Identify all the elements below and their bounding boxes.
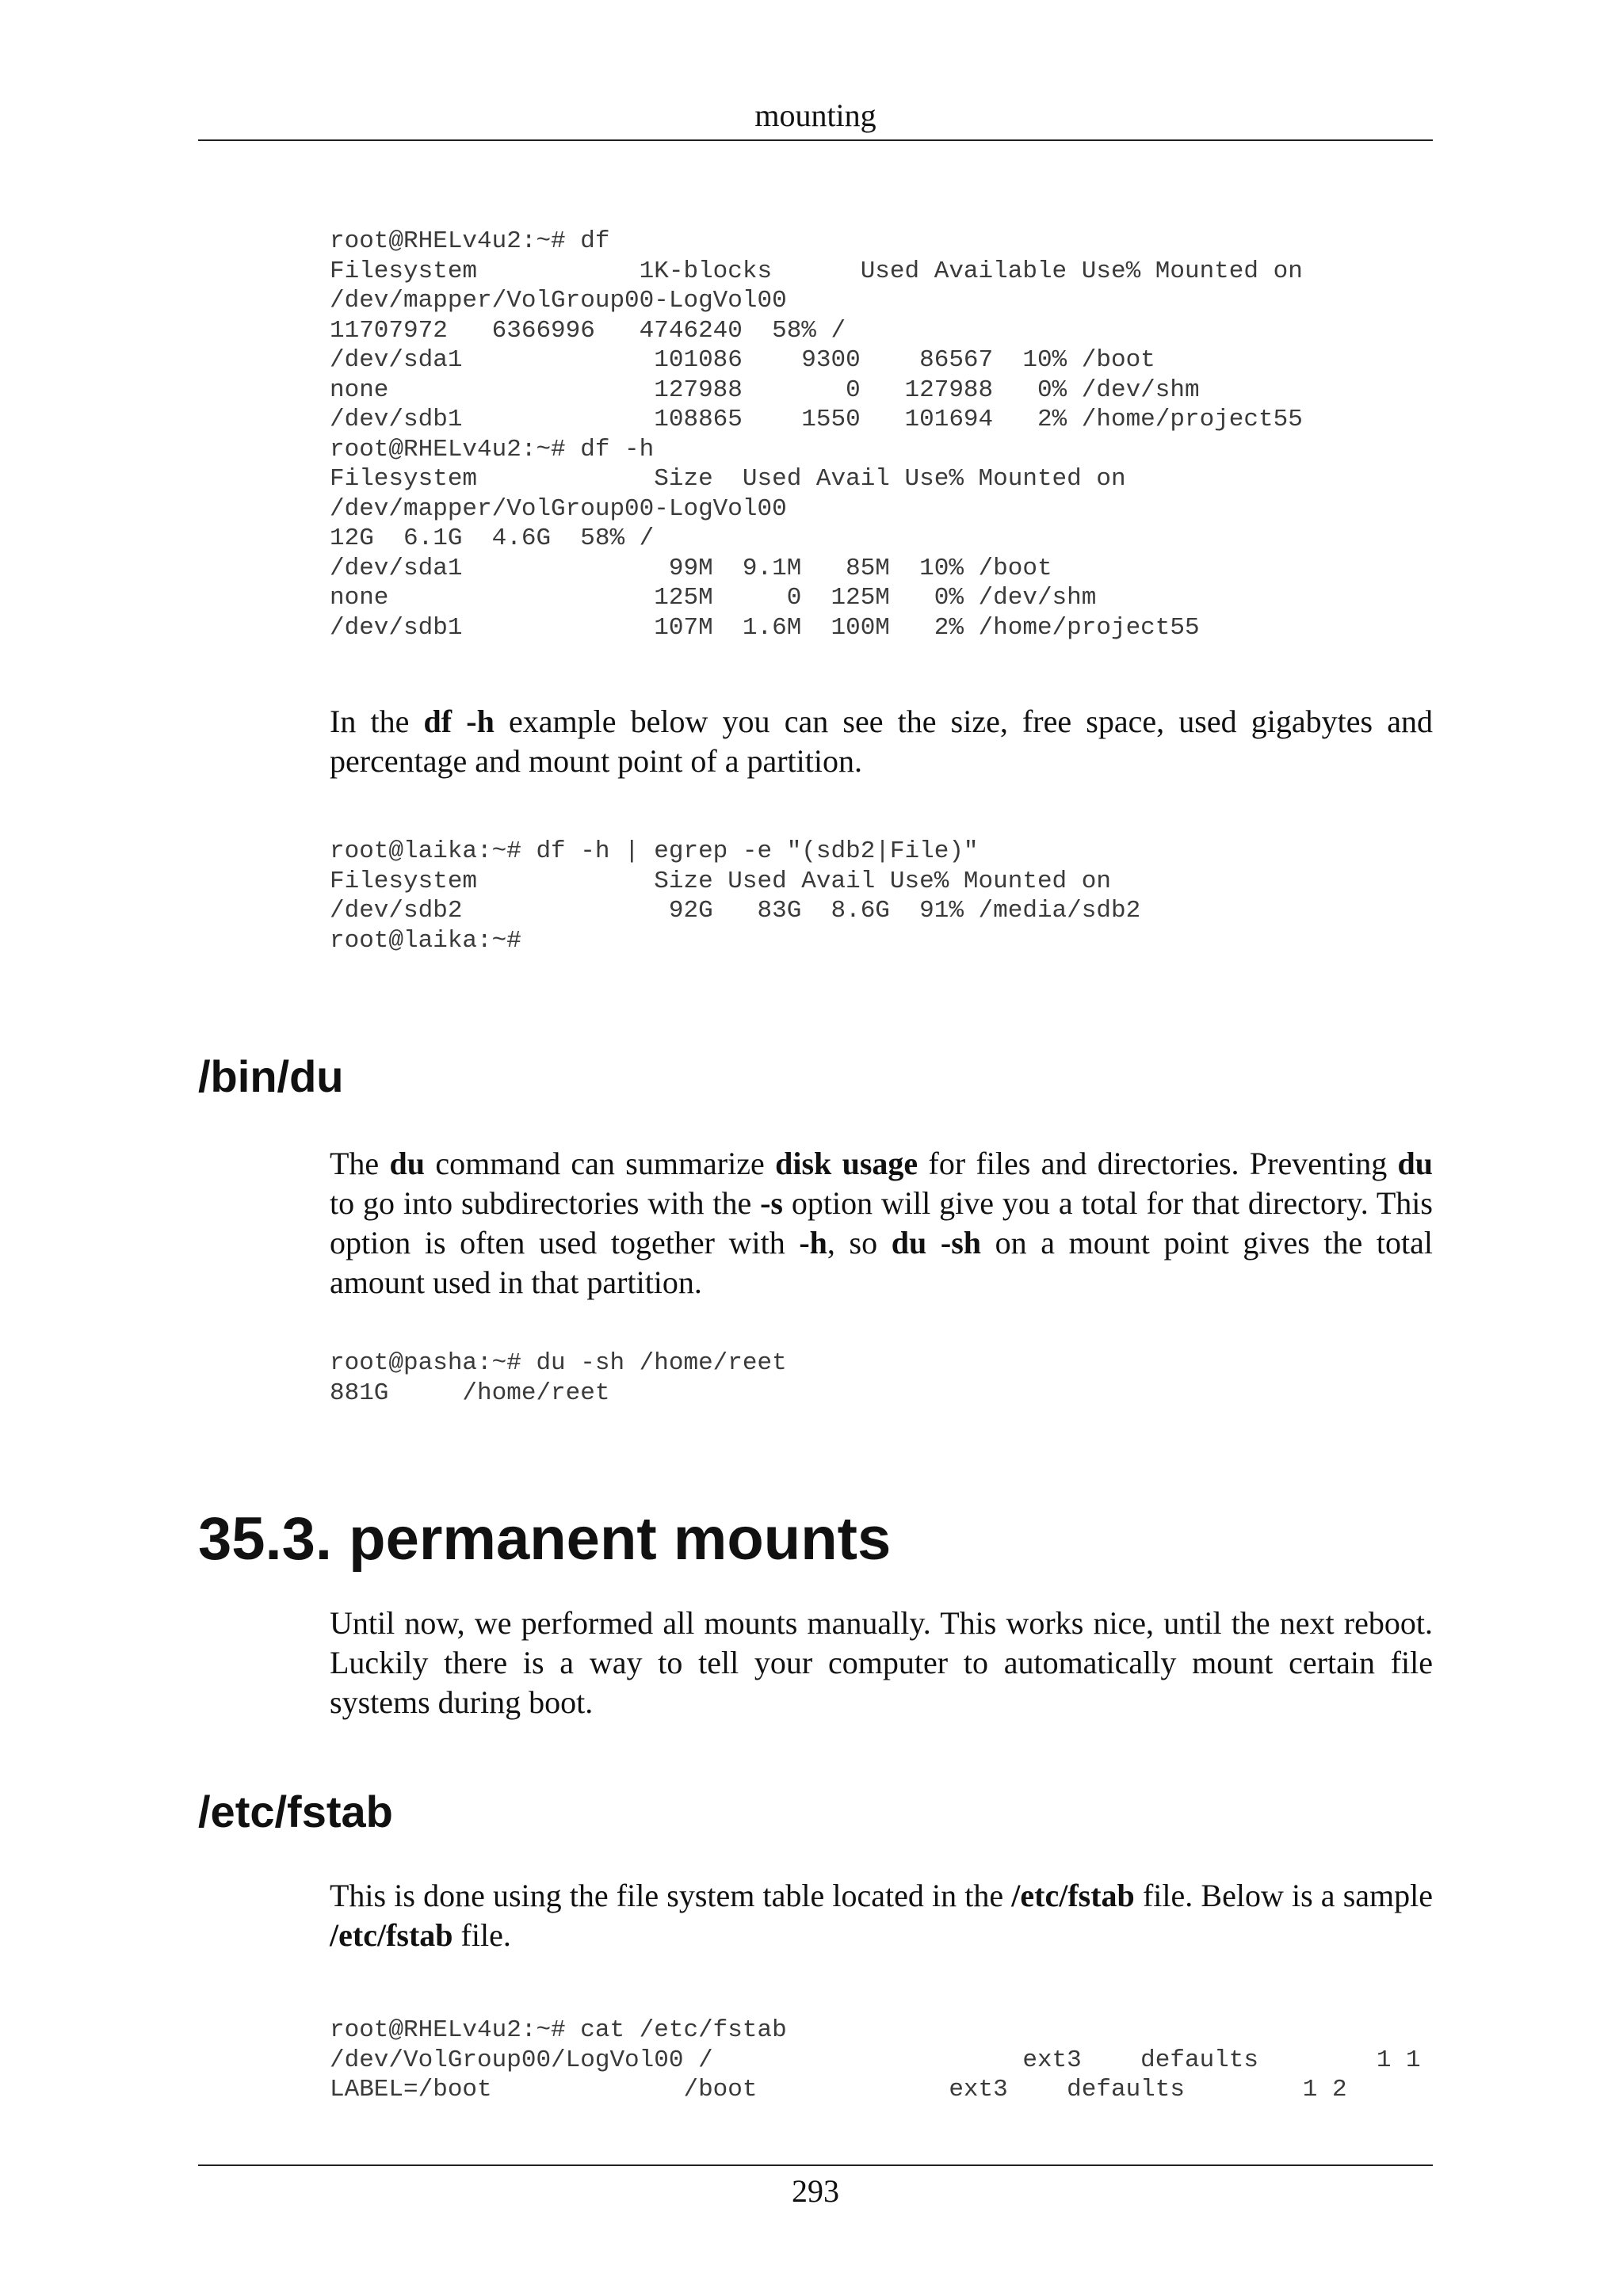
code-line: /dev/sda1 101086 9300 86567 10% /boot bbox=[330, 346, 1155, 374]
footer-rule bbox=[198, 2164, 1433, 2166]
code-line: root@pasha:~# du -sh /home/reet bbox=[330, 1349, 787, 1377]
code-line: 12G 6.1G 4.6G 58% / bbox=[330, 524, 655, 552]
paragraph-permanent-mounts: Until now, we performed all mounts manually. This works nice, until the next reboot. Luckily there is a way to tell your computer to automatically mount certain file systems during boot. bbox=[330, 1605, 1433, 1720]
code-line: LABEL=/boot /boot ext3 defaults 1 2 bbox=[330, 2076, 1347, 2103]
code-line: /dev/mapper/VolGroup00-LogVol00 bbox=[330, 287, 787, 315]
code-block-df-h bbox=[330, 837, 1140, 955]
code-line: root@laika:~# bbox=[330, 926, 521, 955]
code-line: /dev/sdb2 92G 83G 8.6G 91% /media/sdb2 bbox=[330, 897, 1141, 925]
page-number: 293 bbox=[792, 2173, 839, 2209]
code-line: Filesystem 1K-blocks Used Available Use% Mounted on bbox=[330, 257, 1303, 285]
code-line: 11707972 6366996 4746240 58% / bbox=[330, 316, 846, 345]
paragraph-fstab: This is done using the file system table located in the /etc/fstab file. Below is a sample /etc/fstab file. bbox=[330, 1878, 1433, 1953]
code-line: /dev/sdb1 107M 1.6M 100M 2% /home/project55 bbox=[330, 613, 1200, 642]
code-line: root@RHELv4u2:~# cat /etc/fstab bbox=[330, 2016, 787, 2044]
code-block-df bbox=[330, 227, 1303, 643]
code-block-fstab bbox=[330, 2016, 1421, 2105]
code-line: root@RHELv4u2:~# df -h bbox=[330, 435, 655, 463]
running-header: mounting bbox=[754, 97, 876, 133]
code-line: none 127988 0 127988 0% /dev/shm bbox=[330, 376, 1200, 404]
code-line: Filesystem Size Used Avail Use% Mounted on bbox=[330, 867, 1111, 895]
code-line: root@laika:~# df -h | egrep -e "(sdb2|File)" bbox=[330, 837, 979, 865]
code-block-du bbox=[330, 1348, 787, 1408]
chapter-heading: 35.3. permanent mounts bbox=[198, 1505, 892, 1573]
code-line: Filesystem Size Used Avail Use% Mounted on bbox=[330, 465, 1126, 493]
paragraph-df-h: In the df -h example below you can see the size, free space, used gigabytes and percentage and mount point of a partition. bbox=[330, 704, 1433, 779]
paragraph-du: The du command can summarize disk usage for files and directories. Preventing du to go into subdirectories with the -s option will give you a total for that directory. This option is often used together with -h, so du -sh on a mount point gives the total amount used in that partition. bbox=[330, 1146, 1434, 1300]
section-heading-du: /bin/du bbox=[198, 1051, 344, 1101]
code-line: /dev/mapper/VolGroup00-LogVol00 bbox=[330, 494, 787, 523]
code-line: 881G /home/reet bbox=[330, 1379, 610, 1407]
code-line: /dev/sda1 99M 9.1M 85M 10% /boot bbox=[330, 554, 1052, 582]
code-line: /dev/sdb1 108865 1550 101694 2% /home/project55 bbox=[330, 406, 1303, 433]
section-heading-fstab: /etc/fstab bbox=[198, 1787, 393, 1836]
header-rule bbox=[198, 139, 1433, 141]
code-line: none 125M 0 125M 0% /dev/shm bbox=[330, 584, 1097, 612]
code-line: root@RHELv4u2:~# df bbox=[330, 227, 610, 255]
code-line: /dev/VolGroup00/LogVol00 / ext3 defaults 1 1 bbox=[330, 2046, 1421, 2074]
